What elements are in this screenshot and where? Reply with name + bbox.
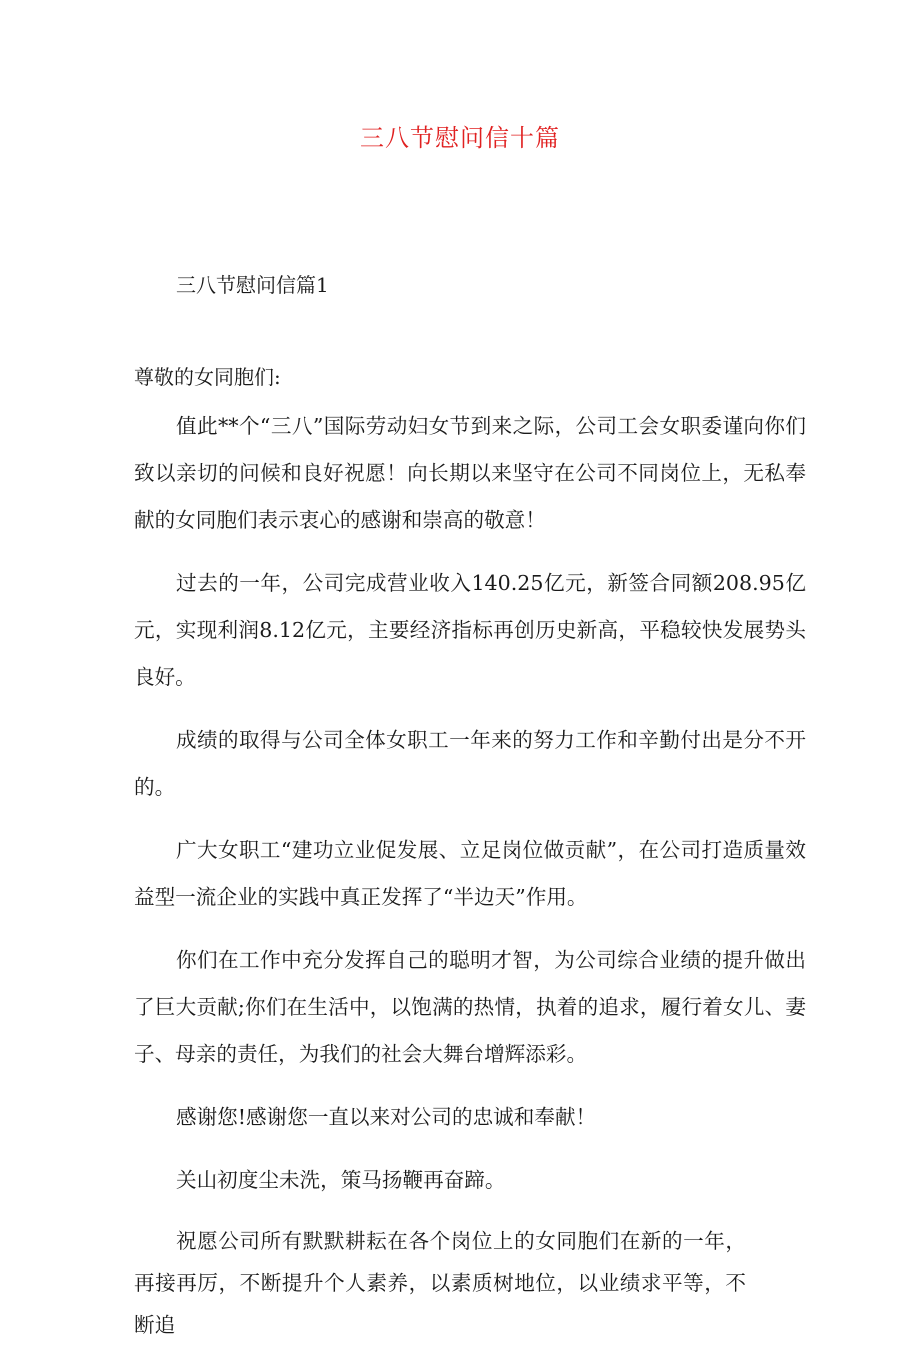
salutation: 尊敬的女同胞们: (134, 365, 281, 389)
document-title: 三八节慰问信十篇 (360, 124, 560, 152)
paragraph: 感谢您!感谢您一直以来对公司的忠诚和奉献！ (176, 1105, 597, 1129)
paragraph: 值此**个“三八”国际劳动妇女节到来之际，公司工会女职委谨向你们致以亲切的问候和良好祝愿！向长期以来坚守在公司不同岗位上，无私奉献的女同胞们表示衷心的感谢和崇高的敬意！ (134, 414, 806, 532)
section-heading: 三八节慰问信篇1 (176, 273, 329, 297)
paragraph: 祝愿公司所有默默耕耘在各个岗位上的女同胞们在新的一年，再接再厉，不断提升个人素养，以素质树地位，以业绩求平等，不断追 (134, 1229, 746, 1337)
letter-body (134, 403, 806, 1362)
paragraph: 成绩的取得与公司全体女职工一年来的努力工作和辛勤付出是分不开的。 (134, 728, 806, 799)
paragraph: 广大女职工“建功立业促发展、立足岗位做贡献”，在公司打造质量效益型一流企业的实践中真正发挥了“半边天”作用。 (134, 838, 806, 909)
paragraph: 你们在工作中充分发挥自己的聪明才智，为公司综合业绩的提升做出了巨大贡献;你们在生活中，以饱满的热情，执着的追求，履行着女儿、妻子、母亲的责任，为我们的社会大舞台增辉添彩。 (134, 948, 806, 1066)
paragraph: 过去的一年，公司完成营业收入140.25亿元，新签合同额208.95亿元，实现利润8.12亿元，主要经济指标再创历史新高，平稳较快发展势头良好。 (134, 571, 806, 689)
paragraph: 关山初度尘未洗，策马扬鞭再奋蹄。 (176, 1168, 506, 1192)
